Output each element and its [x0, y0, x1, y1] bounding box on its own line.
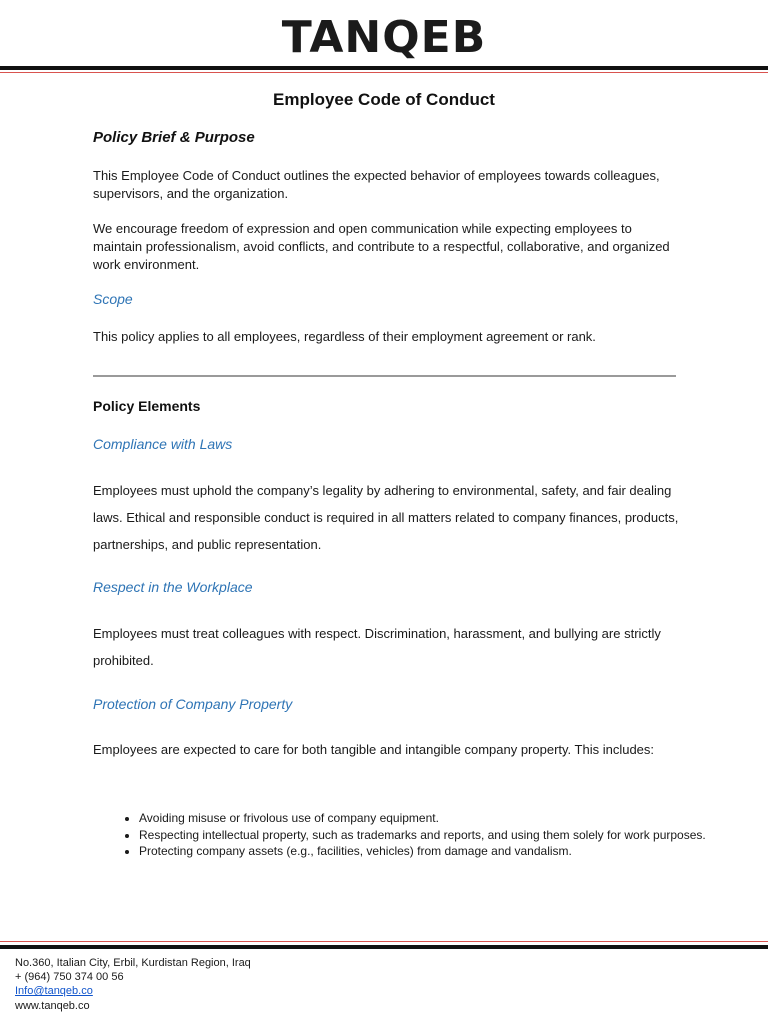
footer-address: No.360, Italian City, Erbil, Kurdistan Region, Iraq: [15, 957, 251, 969]
section-divider: [93, 375, 676, 377]
document-title: Employee Code of Conduct: [273, 90, 495, 109]
property-paragraph: Employees are expected to care for both tangible and intangible company property. This includes:: [93, 742, 655, 757]
footer-email-link[interactable]: Info@tanqeb.co: [15, 985, 93, 998]
footer-website: www.tanqeb.co: [15, 999, 90, 1012]
intro-paragraph-1: This Employee Code of Conduct outlines the expected behavior of employees towards colleagues, supervisors, and the organization.: [93, 168, 660, 201]
property-heading: Protection of Company Property: [93, 696, 293, 712]
list-item: • Respecting intellectual property, such as trademarks and reports, and using them solely for work purposes.: [139, 827, 729, 844]
company-logo: [0, 12, 768, 64]
policy-elements-heading: Policy Elements: [93, 398, 201, 414]
compliance-heading: Compliance with Laws: [93, 436, 233, 452]
policy-brief-heading: Policy Brief & Purpose: [93, 129, 255, 146]
intro-paragraph-2: We encourage freedom of expression and open communication while expecting employees to maintain professionalism, avoid conflicts, and contribute to a respectful, collaborative, and organized work environment.: [93, 221, 670, 272]
logo-text-main: TANQ: [281, 12, 421, 63]
footer-rule-red: [0, 941, 768, 942]
compliance-paragraph: Employees must uphold the company’s legality by adhering to environmental, safety, and fair dealing laws. Ethical and responsible conduct is required in all matters related to company finances, products, partnerships, and public representation.: [93, 483, 679, 552]
scope-paragraph: This policy applies to all employees, regardless of their employment agreement or rank.: [93, 329, 596, 344]
header-rule-red: [0, 72, 768, 73]
footer-phone: + (964) 750 374 00 56: [15, 971, 124, 984]
scope-heading: Scope: [93, 291, 133, 307]
header-rule-black: [0, 66, 768, 70]
logo-text-rest: EB: [420, 12, 487, 63]
respect-heading: Respect in the Workplace: [93, 579, 253, 595]
list-item: • Avoiding misuse or frivolous use of company equipment.: [139, 810, 729, 827]
footer-contact: [15, 956, 251, 1013]
property-bullet-list: [93, 810, 729, 860]
footer-rule-black: [0, 945, 768, 949]
list-item: • Protecting company assets (e.g., facilities, vehicles) from damage and vandalism.: [139, 843, 729, 860]
respect-paragraph: Employees must treat colleagues with respect. Discrimination, harassment, and bullying are strictly prohibited.: [93, 626, 661, 668]
